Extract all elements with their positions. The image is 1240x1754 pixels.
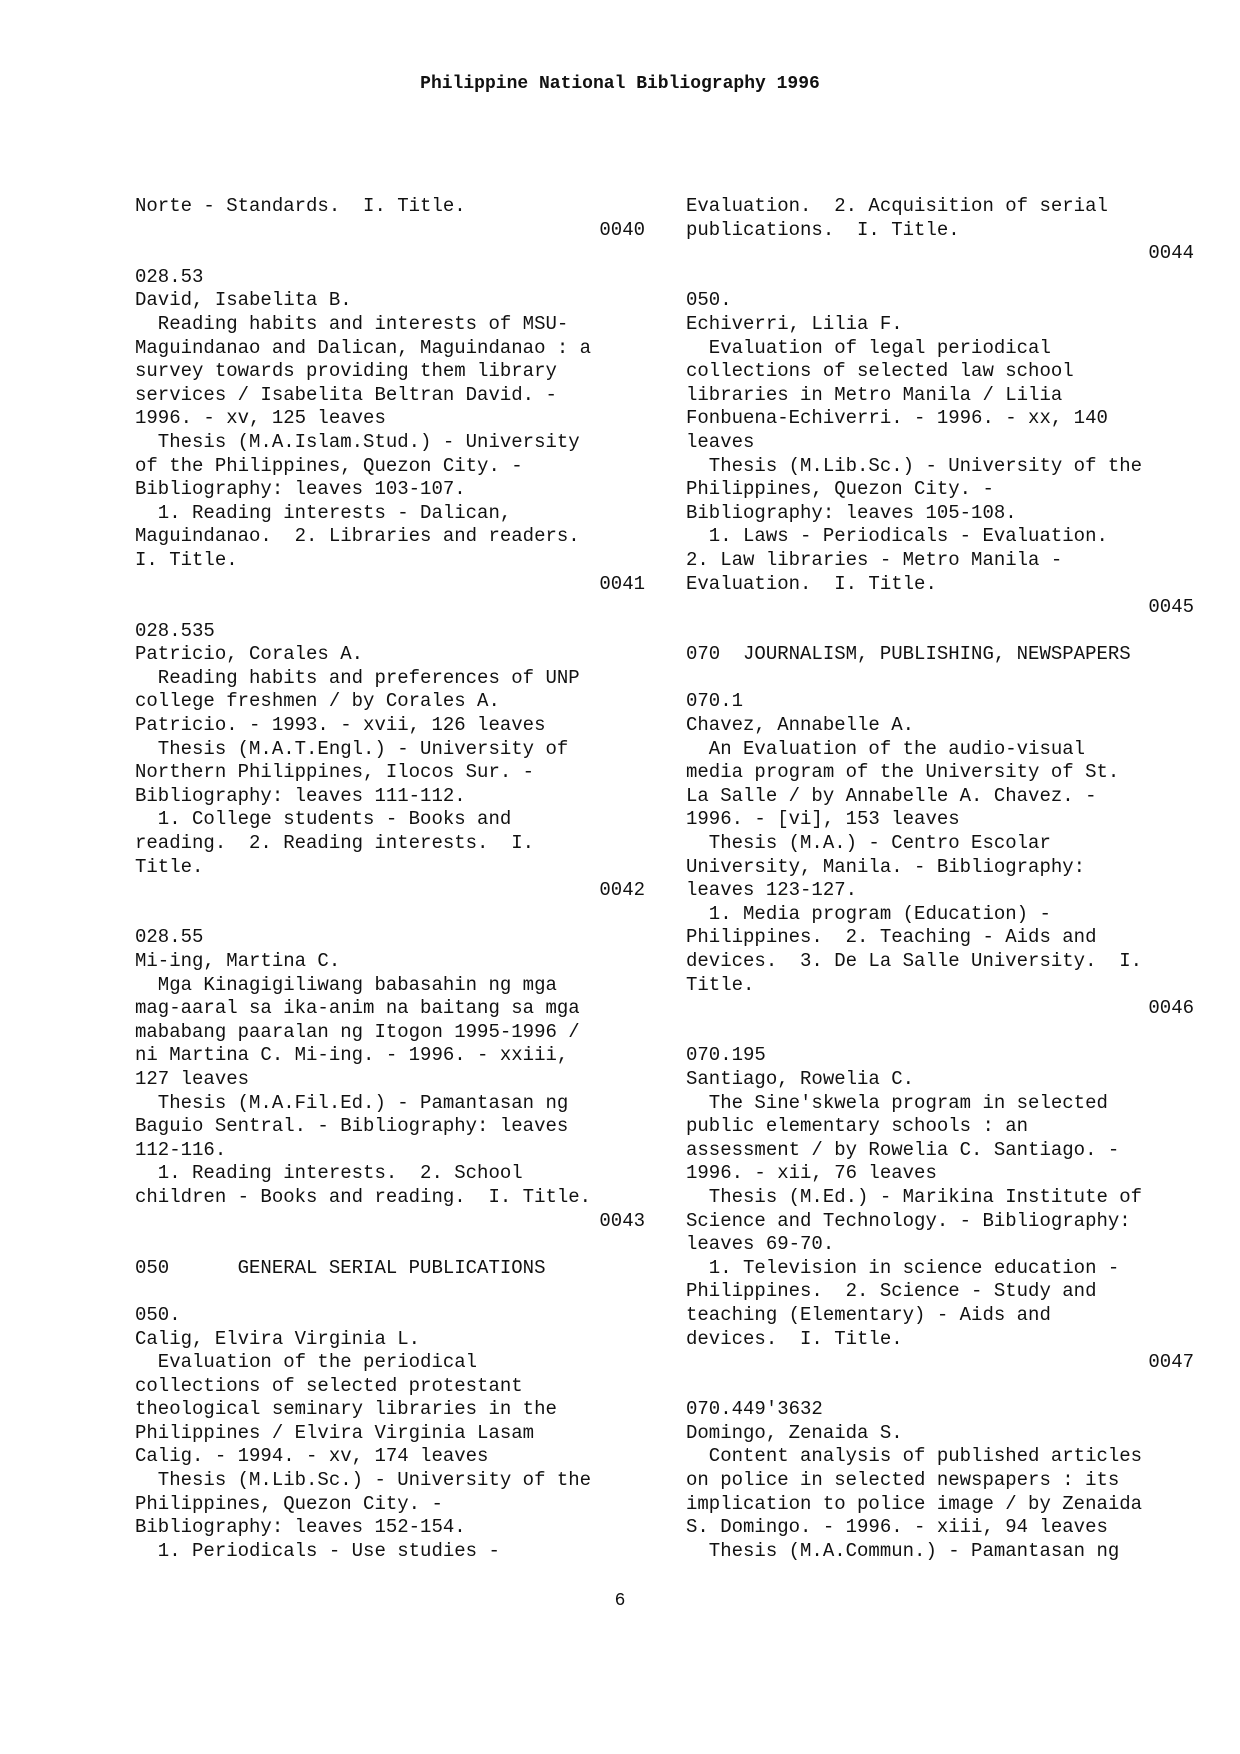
text-line: Science and Technology. - Bibliography: — [686, 1209, 1131, 1232]
text-line: 1. Reading interests - Dalican, — [135, 501, 512, 524]
blank-line — [686, 620, 1194, 644]
text-line: 1996. - [vi], 153 leaves — [686, 808, 960, 831]
text-line: media program of the University of St. — [686, 761, 1120, 784]
text-line: assessment / by Rowelia C. Santiago. - — [686, 1138, 1120, 1161]
text-line: 070.449'3632 — [686, 1398, 823, 1421]
text-line: S. Domingo. - 1996. - xiii, 94 leaves — [686, 1516, 1108, 1539]
blank-line — [686, 1375, 1194, 1399]
entry-number: 0041 — [599, 572, 645, 595]
left-column — [135, 195, 645, 1563]
entry-number: 0040 — [599, 218, 645, 241]
text-line: Thesis (M.A.Commun.) - Pamantasan ng — [686, 1539, 1120, 1562]
entry-number: 0045 — [1148, 596, 1194, 619]
text-line: devices. 3. De La Salle University. I. — [686, 950, 1143, 972]
text-line: Reading habits and preferences of UNP — [135, 666, 580, 689]
text-line: Philippines. 2. Teaching - Aids and — [686, 926, 1097, 949]
text-line: 1. Laws - Periodicals - Evaluation. — [686, 525, 1108, 548]
text-line: 1. Reading interests. 2. School — [135, 1162, 523, 1185]
text-line: 050. — [686, 289, 732, 312]
text-line: Bibliography: leaves 152-154. — [135, 1516, 466, 1539]
text-line: Echiverri, Lilia F. — [686, 312, 903, 335]
text-line: Santiago, Rowelia C. — [686, 1067, 915, 1090]
text-line: Content analysis of published articles — [686, 1445, 1143, 1468]
blank-line — [135, 903, 645, 927]
entry-number: 0047 — [1148, 1351, 1194, 1374]
text-line: 070 JOURNALISM, PUBLISHING, NEWSPAPERS — [686, 643, 1131, 666]
text-line: survey towards providing them library — [135, 360, 557, 383]
text-line: 2. Law libraries - Metro Manila - — [686, 548, 1063, 571]
text-line: 112-116. — [135, 1138, 227, 1161]
text-line: collections of selected law school — [686, 360, 1074, 383]
text-line: Domingo, Zenaida S. — [686, 1421, 903, 1444]
text-line: Evaluation. I. Title. — [686, 572, 937, 595]
text-line: public elementary schools : an — [686, 1115, 1029, 1138]
blank-line — [135, 1233, 645, 1257]
text-line: college freshmen / by Corales A. — [135, 690, 500, 713]
text-line: leaves 69-70. — [686, 1233, 835, 1256]
text-line: 028.55 — [135, 926, 204, 949]
text-line: The Sine'skwela program in selected — [686, 1091, 1108, 1114]
text-line: I. Title. — [135, 548, 238, 571]
text-line: children - Books and reading. I. Title. — [135, 1185, 592, 1208]
text-line: Title. — [135, 855, 204, 878]
text-line: publications. I. Title. — [686, 218, 960, 241]
text-line: 028.53 — [135, 265, 204, 288]
text-line: Thesis (M.A.Islam.Stud.) - University — [135, 430, 580, 453]
text-line: Calig. - 1994. - xv, 174 leaves — [135, 1445, 489, 1468]
text-line: 1996. - xv, 125 leaves — [135, 407, 386, 430]
text-line: Mi-ing, Martina C. — [135, 950, 341, 972]
text-line: 1. Television in science education - — [686, 1256, 1120, 1279]
text-line: Fonbuena-Echiverri. - 1996. - xx, 140 — [686, 407, 1108, 430]
text-line: Mga Kinagigiliwang babasahin ng mga — [135, 973, 557, 996]
text-line: Thesis (M.A.T.Engl.) - University of — [135, 737, 569, 760]
text-line: mababang paaralan ng Itogon 1995-1996 / — [135, 1020, 580, 1043]
text-line: leaves — [686, 430, 755, 453]
text-line: libraries in Metro Manila / Lilia — [686, 383, 1063, 406]
blank-line — [135, 596, 645, 620]
text-line: reading. 2. Reading interests. I. — [135, 832, 535, 855]
blank-line — [135, 1280, 645, 1304]
text-line: ni Martina C. Mi-ing. - 1996. - xxiii, — [135, 1044, 569, 1067]
text-line: Thesis (M.A.Fil.Ed.) - Pamantasan ng — [135, 1091, 569, 1114]
text-line: Bibliography: leaves 103-107. — [135, 478, 466, 501]
text-line: Chavez, Annabelle A. — [686, 714, 915, 737]
text-line: Norte - Standards. I. Title. — [135, 195, 466, 217]
entry-number: 0044 — [1148, 242, 1194, 265]
text-line: Bibliography: leaves 105-108. — [686, 501, 1017, 524]
text-line: University, Manila. - Bibliography: — [686, 855, 1086, 878]
text-line: Baguio Sentral. - Bibliography: leaves — [135, 1115, 569, 1138]
right-column — [686, 195, 1194, 1563]
blank-line — [686, 667, 1194, 691]
text-line: mag-aaral sa ika-anim na baitang sa mga — [135, 997, 580, 1020]
blank-line — [135, 242, 645, 266]
text-line: on police in selected newspapers : its — [686, 1469, 1120, 1492]
text-line: Bibliography: leaves 111-112. — [135, 784, 466, 807]
text-line: Maguindanao and Dalican, Maguindanao : a — [135, 336, 592, 359]
text-line: 1. College students - Books and — [135, 808, 512, 831]
text-line: Thesis (M.Ed.) - Marikina Institute of — [686, 1185, 1143, 1208]
entry-number: 0042 — [599, 879, 645, 902]
text-line: Patricio. - 1993. - xvii, 126 leaves — [135, 714, 546, 737]
text-line: Reading habits and interests of MSU- — [135, 312, 569, 335]
text-line: 1. Media program (Education) - — [686, 902, 1051, 925]
text-line: Evaluation. 2. Acquisition of serial — [686, 195, 1108, 217]
text-line: David, Isabelita B. — [135, 289, 352, 312]
entry-number: 0043 — [599, 1209, 645, 1232]
text-line: leaves 123-127. — [686, 879, 858, 902]
text-line: Maguindanao. 2. Libraries and readers. — [135, 525, 580, 548]
text-line: Thesis (M.Lib.Sc.) - University of the — [686, 454, 1143, 477]
text-line: devices. I. Title. — [686, 1327, 903, 1350]
text-line: Philippines. 2. Science - Study and — [686, 1280, 1097, 1303]
text-line: 070.195 — [686, 1044, 766, 1067]
text-line: services / Isabelita Beltran David. - — [135, 383, 557, 406]
text-line: 070.1 — [686, 690, 744, 713]
text-line: Calig, Elvira Virginia L. — [135, 1327, 421, 1350]
text-line: 127 leaves — [135, 1067, 250, 1090]
text-line: 028.535 — [135, 619, 215, 642]
text-line: La Salle / by Annabelle A. Chavez. - — [686, 784, 1097, 807]
blank-line — [686, 266, 1194, 290]
text-line: Evaluation of legal periodical — [686, 336, 1051, 359]
text-line: of the Philippines, Quezon City. - — [135, 454, 523, 477]
entry-number: 0046 — [1148, 997, 1194, 1020]
page-header: Philippine National Bibliography 1996 — [420, 74, 820, 94]
text-line: 050 GENERAL SERIAL PUBLICATIONS — [135, 1256, 546, 1279]
text-line: implication to police image / by Zenaida — [686, 1492, 1143, 1515]
text-line: theological seminary libraries in the — [135, 1398, 557, 1421]
text-line: 050. — [135, 1303, 181, 1326]
text-line: Patricio, Corales A. — [135, 643, 364, 666]
text-line: An Evaluation of the audio-visual — [686, 737, 1086, 760]
blank-line — [686, 1021, 1194, 1045]
text-line: Thesis (M.A.) - Centro Escolar — [686, 832, 1051, 855]
page-number: 6 — [614, 1591, 626, 1611]
text-line: Northern Philippines, Ilocos Sur. - — [135, 761, 535, 784]
text-line: 1996. - xii, 76 leaves — [686, 1162, 937, 1185]
text-line: 1. Periodicals - Use studies - — [135, 1539, 500, 1562]
text-line: Philippines, Quezon City. - — [135, 1492, 443, 1515]
text-line: collections of selected protestant — [135, 1374, 523, 1397]
text-line: Evaluation of the periodical — [135, 1351, 478, 1374]
text-line: teaching (Elementary) - Aids and — [686, 1303, 1051, 1326]
text-line: Philippines / Elvira Virginia Lasam — [135, 1421, 535, 1444]
text-line: Thesis (M.Lib.Sc.) - University of the — [135, 1469, 592, 1492]
text-line: Title. — [686, 973, 755, 996]
text-line: Philippines, Quezon City. - — [686, 478, 994, 501]
